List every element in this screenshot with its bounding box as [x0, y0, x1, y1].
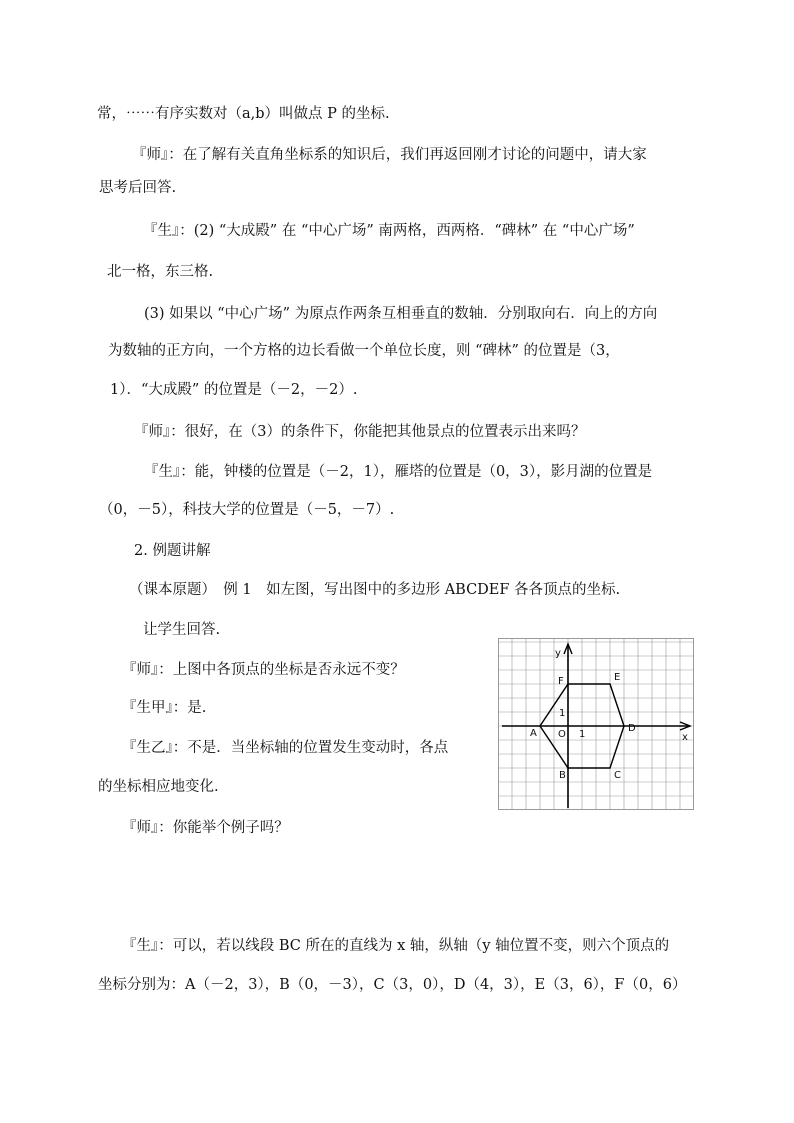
text-line-13: （课本原题） 例 1 如左图，写出图中的多边形 ABCDEF 各各顶点的坐标.	[129, 582, 621, 598]
text-line-3: 思考后回答.	[99, 180, 177, 196]
text-line-15: 『师』：上图中各顶点的坐标是否永远不变？	[122, 662, 405, 678]
text-line-21: 坐标分别为：A（－2，3），B（0，－3），C（3，0），D（4，3），E（3，6），F（0，6）	[98, 977, 687, 993]
text-line-14: 让学生回答.	[143, 622, 221, 638]
text-line-9: 『师』：很好，在（3）的条件下，你能把其他景点的位置表示出来吗？	[134, 424, 586, 440]
text-line-17: 『生乙』：不是．当坐标轴的位置发生变动时，各点	[122, 740, 449, 756]
text-line-20: 『生』：可以，若以线段 BC 所在的直线为 x 轴，纵轴（y 轴位置不变，则六个顶点的	[122, 938, 670, 954]
vertex-label-f: F	[558, 676, 564, 687]
text-line-6: (3) 如果以 “中心广场” 为原点作两条互相垂直的数轴．分别取向右．向上的方向	[144, 306, 658, 322]
text-line-2: 『师』：在了解有关直角坐标系的知识后，我们再返回刚才讨论的问题中，请大家	[132, 147, 647, 163]
coordinate-figure	[498, 638, 694, 810]
origin-label: O	[558, 729, 566, 740]
text-line-11: （0，－5），科技大学的位置是（－5，－7）.	[99, 502, 395, 518]
text-line-12: 2. 例题讲解	[134, 543, 211, 559]
vertex-label-b: B	[559, 770, 566, 781]
text-line-4: 『生』：(2) “大成殿” 在 “中心广场” 南两格，西两格．“碑林” 在 “中心广场”	[143, 223, 635, 239]
text-line-16: 『生甲』：是.	[122, 700, 207, 716]
text-line-1: 常，⋯⋯有序实数对（a,b）叫做点 P 的坐标.	[97, 106, 390, 122]
x-axis-label: x	[682, 732, 688, 743]
text-line-5: 北一格，东三格.	[107, 264, 214, 280]
vertex-label-a: A	[530, 728, 537, 739]
y-axis-label: y	[555, 648, 561, 659]
unit-y-label: 1	[559, 708, 566, 719]
text-line-19: 『师』：你能举个例子吗？	[122, 820, 289, 836]
coordinate-grid-svg	[498, 638, 694, 810]
unit-x-label: 1	[579, 729, 586, 740]
vertex-label-c: C	[614, 770, 621, 781]
text-line-18: 的坐标相应地变化.	[98, 779, 219, 795]
vertex-label-e: E	[614, 672, 621, 683]
text-line-8: 1）．“大成殿” 的位置是（－2，－2）.	[110, 382, 358, 398]
vertex-label-d: D	[628, 723, 636, 734]
text-line-7: 为数轴的正方向，一个方格的边长看做一个单位长度，则 “碑林” 的位置是（3，	[108, 343, 620, 359]
text-line-10: 『生』：能，钟楼的位置是（－2，1），雁塔的位置是（0，3），影月湖的位置是	[144, 464, 653, 480]
